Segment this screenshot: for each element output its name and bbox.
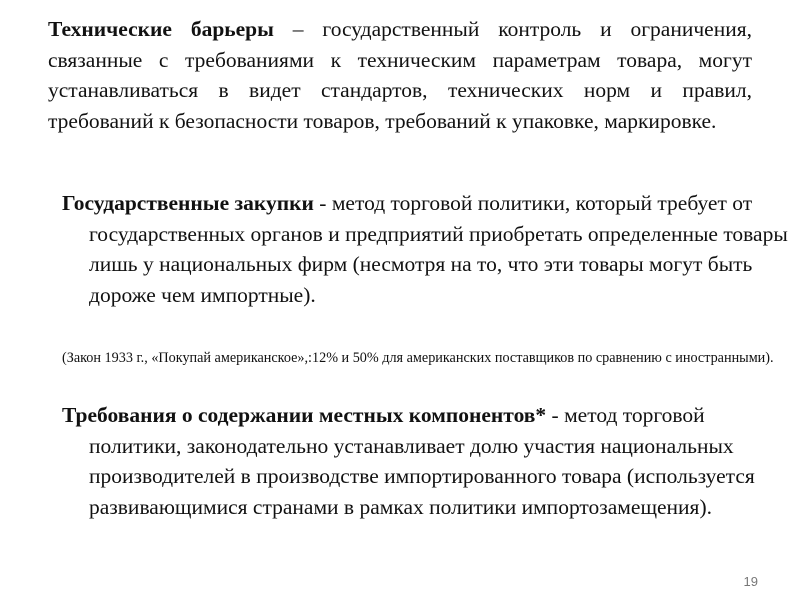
- term-local-content-requirements: Требования о содержании местных компонентов*: [62, 403, 547, 427]
- term-technical-barriers: Технические барьеры: [48, 17, 274, 41]
- definition-local-content-requirements: - метод торговой политики, законодательно устанавливает долю участия национальных производителей в производстве импортированного товара (используется развивающимися странами в рамках политики импортозамещения).: [89, 403, 755, 519]
- paragraph-technical-barriers: [48, 14, 752, 136]
- paragraph-government-procurement: [62, 188, 789, 310]
- term-government-procurement: Государственные закупки: [62, 191, 314, 215]
- paragraph-local-content-requirements: [62, 400, 789, 522]
- definition-government-procurement: - метод торговой политики, который требует от государственных органов и предприятий приобретать определенные товары лишь у национальных фирм (несмотря на то, что эти товары могут быть дороже чем импортные).: [89, 191, 788, 307]
- note-buy-american-act: (Закон 1933 г., «Покупай американское»,:12% и 50% для американских поставщиков по сравнению с иностранными).: [62, 350, 774, 366]
- page-number: 19: [743, 574, 758, 589]
- definition-technical-barriers: – государственный контроль и ограничения, связанные с требованиями к техническим параметрам товара, могут устанавливаться в видет стандартов, технических норм и правил, требований к безопасности товаров, требований к упаковке, маркировке.: [48, 17, 752, 133]
